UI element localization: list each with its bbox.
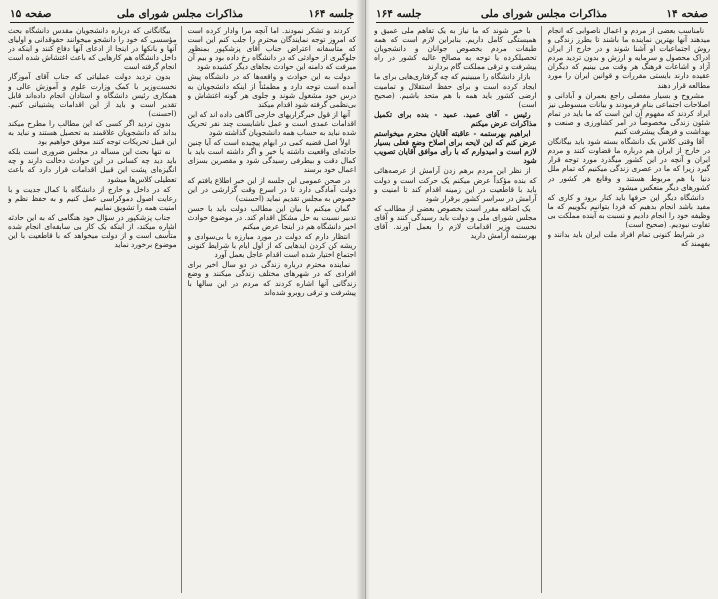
paragraph: یک اضافه مقرر است بخصوص بعضی از مطالب که مجلس شورای ملی و دولت باید رسیدگی کنند و آقای نخست وزیر اقدامات لازم را بعمل آورند. آقای بهرستمه آرامش دارید — [374, 203, 537, 241]
left-page-title: مذاکرات مجلس شورای ملی — [116, 8, 244, 20]
paragraph: آنها از قول خبرگزاریهای خارجی آگاهی داده اند که این اقدامات عمدی است و عمل ناشایست چند نفر تحریک شده نباید به حساب همه دانشجویان گذاشته شود — [187, 109, 356, 138]
left-page-header — [10, 6, 354, 23]
paragraph: از نظر این مردم برهم زدن آرامش از عرصه‌هائی که بنده مؤکداً عرض میکنم یک حرکت است و دولت باید با قاطعیت در این زمینه اقدام کند تا امنیت و آرامش در سراسر کشور برقرار شود — [374, 166, 537, 203]
paragraph: دانشگاه دیگر این حرفها باید کنار برود و کاری که مفید باشد انجام بدهیم که فردا بتوانیم بگوییم که ما وظیفه خود را انجام دادیم و نسبت به آینده مملکت بی تفاوت نبودیم. (صحیح است) — [547, 192, 710, 229]
left-page-column-right — [188, 26, 357, 593]
right-page-column-right — [548, 26, 711, 593]
paragraph: نماینده محترم درباره زندگی در دو سال اخیر برای افرادی که در شهرهای مختلف زندگی میکنند و وضع زندگانی آنها اشاره کردند که مردم در این سالها با پیشرفت و ترقی روبرو شده‌اند — [187, 260, 356, 297]
paragraph: که در داخل و خارج از دانشگاه با کمال جدیت و با رعایت اصول دموکراسی عمل کنیم و به حفظ نظم و امنیت همه را تشویق نماییم — [8, 184, 177, 212]
right-page-title: مذاکرات مجلس شورای ملی — [480, 8, 608, 20]
left-page-session: جلسه ۱۶۴ — [308, 8, 354, 20]
paragraph: در صحن عمومی این جلسه از این خبر اطلاع یافتم که دولت آمادگی دارد تا در اسرع وقت گزارشی در این خصوص به مجلس تقدیم نماید (احسنت) — [187, 175, 356, 203]
left-page-column-left — [8, 26, 182, 593]
paragraph: گمان میکنم با بیان این مطالب دولت باید با حسن تدبیر نسبت به حل مشکل اقدام کند. در موضوع حوادث اخیر دانشگاه هم در اینجا عرض میکنم — [187, 203, 356, 231]
paragraph: کردند و تشکر نمودند. اما آنچه مرا وادار کرده است که امروز توجه نمایندگان محترم را جلب کنم این است که متأسفانه اعتراض جناب آقای پزشکپور بمنظور جلوگیری از حوادثی که در دانشگاه رخ داده بود و بیم آن میرفت که دامنه این حوادث بجاهای دیگر کشیده شود — [187, 26, 356, 72]
paragraph: در شرایط کنونی تمام افراد ملت ایران باید بدانند و بفهمند که — [547, 230, 710, 249]
paragraph: بازار دانشگاه را میبینیم که چه گرفتاری‌هایی برای ما ایجاد کرده است و برای حفظ استقلال و تمامیت ارضی کشور باید همه با هم متحد باشیم. (صحیح است) — [374, 72, 537, 109]
paragraph: دولت به این حوادث و واقعه‌ها که در دانشگاه پیش آمده است توجه دارد و مطمئناً از اینکه دانشجویان به درس خود مشغول شوند و جلوی هر گونه اغتشاش و بی‌نظمی گرفته شود اقدام میکند — [187, 72, 356, 109]
paragraph: نه تنها بحث این مساله در مجلس ضروری است بلکه باید دید چه کسانی در این حوادث دخالت دارند و چه انگیزه‌ای پشت این قبیل اقدامات قرار دارد که باعث تعطیلی کلاس‌ها میشود — [8, 147, 177, 184]
paragraph: جناب پزشکپور در سؤال خود هنگامی که به این حادثه اشاره میکند، از اینکه یک کار بی سابقه‌ای انجام شده متأسف است و از دولت میخواهد که با قاطعیت با این موضوع برخورد نماید — [8, 212, 177, 250]
left-page-number: صفحه ۱۵ — [10, 8, 52, 20]
paragraph: اولاً اصل قضیه کمی در ابهام پیچیده است که آیا چنین حادثه‌ای واقعیت داشته یا خیر و اگر داشته است باید با کمال دقت و بیطرفی رسیدگی شود و مقصرین بسزای اعمال خود برسند — [187, 138, 356, 175]
paragraph: آقا وقتی کلاس یک دانشگاه بسته شود باید بیگانگان در خارج از ایران هم درباره ما قضاوت کنند و مردم ایران و آنچه در این کشور میگذرد مورد توجه قرار گیرد زیرا که ما در عصری زندگی میکنیم که تمام ملل دنیا با هم مربوط هستند و وقایع هر کشور در کشورهای دیگر منعکس میشود — [547, 137, 710, 192]
speaker-paragraph: ابراهیم بهرستمه - عاقبته آقایان محترم میخواستم عرض کنم که این لایحه برای اصلاح وضع فعلی بسیار لازم است و امیدوارم که با رأی موافق آقایان تصویب شود — [374, 129, 537, 166]
right-page — [365, 0, 718, 599]
paragraph: مشروح و بسیار مفصلی راجع بعمران و آبادانی و اصلاحات اجتماعی بنام فرمودند و بیانات مبسوطی نیز ایراد کردند که مفهوم آن این است که ما باید در تمام شئون زندگی مخصوصاً در امر کشاورزی و صنعت و بهداشت و فرهنگ پیشرفت کنیم — [547, 90, 710, 137]
right-page-header — [376, 6, 708, 23]
paragraph: بدون تردید دولت عملیاتی که جناب آقای آموزگار نخست‌وزیر با کمک وزارت علوم و آموزش عالی و همکاری رئیس دانشگاه و استادان انجام داده‌اند قابل تقدیر است و باید از این اقدامات پشتیبانی کنیم. (احسنت) — [8, 72, 177, 118]
paragraph: با خبر شوند که ما نیاز به یک تفاهم ملی عمیق و همبستگی کامل داریم. بنابراین لازم است که همه طبقات مردم بخصوص جوانان و دانشجویان تحصیلکرده با توجه به مصالح عالیه کشور در راه پیشرفت و ترقی مملکت گام بردارند — [374, 26, 537, 72]
paragraph: نامناسب بعضی از مردم و اعمال ناصوابی که انجام میدهند آنها بهترین نماینده ما باشند تا بطرز زندگی و روش اجتماعیات او آشنا شوند و در خارج از ایران ادراک محصول و سرمایه و ارزش و بدون تردید مردم آزاد و اشاعات فرهنگ هر وقت می بینیم که دیگران عقیده دارند بایستی مقررات و قوانین ایران را مورد مطالعه قرار دهند — [547, 26, 710, 90]
right-page-number: صفحه ۱۴ — [666, 8, 708, 20]
left-page-columns — [8, 26, 356, 593]
right-page-session: جلسه ۱۶۴ — [376, 8, 422, 20]
paragraph: بدون تردید اگر کسی که این مطالب را مطرح میکند بداند که دانشجویان علاقمند به تحصیل هستند و نباید به این قبیل تحریکات توجه کنند موفق خواهیم بود — [8, 118, 177, 147]
paragraph: بیگانگانی که درباره دانشجویان مقدس دانشگاه بحث مؤسسی که خود را دانشجو میخوانند حقوقدانی و اولیای آنها و بانکها در اینجا از ادعای آنها دفاع کنند و اینکه در داخل دانشگاه هم کارهایی که باعث اغتشاش شده است انجام گرفته است — [8, 26, 177, 72]
speaker-paragraph: رئیس - آقای عمید. عمید - بنده برای تکمیل مذاکرات عرض میکنم — [374, 109, 537, 128]
right-page-column-left — [374, 26, 542, 593]
book-gutter — [356, 0, 370, 599]
right-page-columns — [374, 26, 710, 593]
paragraph: انتظار دارم که دولت در مورد مبارزه با بی‌سوادی و ریشه کن کردن ایدهایی که از اول ایام با شرایط کنونی اجتماع اختیار شده است اقدام عاجل بعمل آورد — [187, 232, 356, 260]
